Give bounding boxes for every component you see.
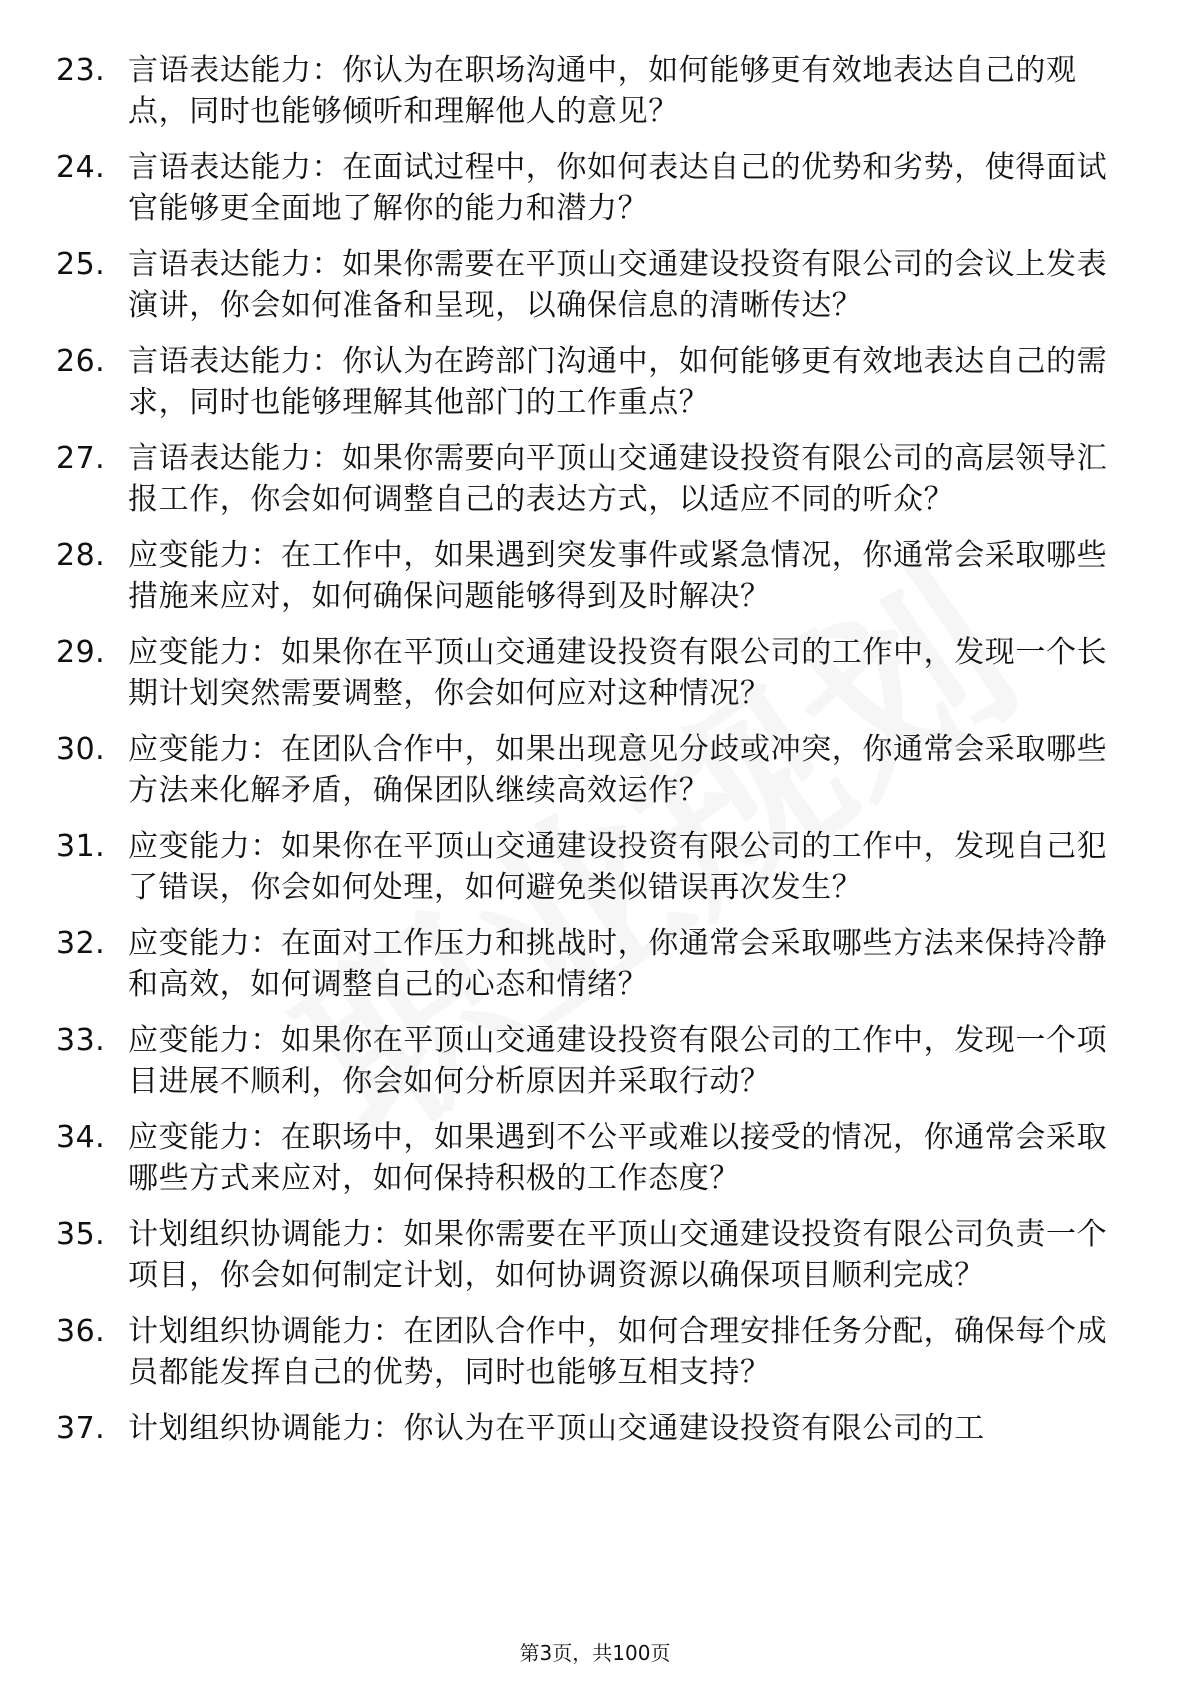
question-number: 36. xyxy=(56,1314,106,1349)
question-text: 应变能力：在职场中，如果遇到不公平或难以接受的情况，你通常会采取哪些方式来应对，如何保持积极的工作态度？ xyxy=(128,1120,1108,1196)
list-item xyxy=(56,826,1116,908)
list-item xyxy=(56,1408,1116,1449)
list-item xyxy=(56,923,1116,1005)
question-number: 32. xyxy=(56,926,106,961)
list-item xyxy=(56,1311,1116,1393)
question-text: 言语表达能力：如果你需要在平顶山交通建设投资有限公司的会议上发表演讲，你会如何准备和呈现，以确保信息的清晰传达？ xyxy=(128,247,1108,323)
question-list xyxy=(56,50,1116,1464)
question-number: 30. xyxy=(56,732,106,767)
question-text: 计划组织协调能力：如果你需要在平顶山交通建设投资有限公司负责一个项目，你会如何制定计划，如何协调资源以确保项目顺利完成？ xyxy=(128,1217,1108,1293)
question-text: 言语表达能力：如果你需要向平顶山交通建设投资有限公司的高层领导汇报工作，你会如何调整自己的表达方式，以适应不同的听众？ xyxy=(128,441,1108,517)
question-number: 23. xyxy=(56,53,106,88)
list-item xyxy=(56,438,1116,520)
question-text: 言语表达能力：你认为在职场沟通中，如何能够更有效地表达自己的观点，同时也能够倾听和理解他人的意见？ xyxy=(128,53,1077,129)
question-text: 计划组织协调能力：你认为在平顶山交通建设投资有限公司的工 xyxy=(128,1411,985,1446)
question-text: 计划组织协调能力：在团队合作中，如何合理安排任务分配，确保每个成员都能发挥自己的优势，同时也能够互相支持？ xyxy=(128,1314,1108,1390)
question-number: 28. xyxy=(56,538,106,573)
list-item xyxy=(56,341,1116,423)
question-number: 37. xyxy=(56,1411,106,1446)
list-item xyxy=(56,244,1116,326)
list-item xyxy=(56,1020,1116,1102)
question-text: 应变能力：在工作中，如果遇到突发事件或紧急情况，你通常会采取哪些措施来应对，如何确保问题能够得到及时解决？ xyxy=(128,538,1108,614)
list-item xyxy=(56,535,1116,617)
question-number: 31. xyxy=(56,829,106,864)
list-item xyxy=(56,50,1116,132)
question-text: 应变能力：在团队合作中，如果出现意见分歧或冲突，你通常会采取哪些方法来化解矛盾，确保团队继续高效运作？ xyxy=(128,732,1108,808)
question-number: 27. xyxy=(56,441,106,476)
page-number-footer: 第3页，共100页 xyxy=(519,1641,671,1665)
question-number: 25. xyxy=(56,247,106,282)
list-item xyxy=(56,729,1116,811)
question-number: 29. xyxy=(56,635,106,670)
question-number: 33. xyxy=(56,1023,106,1058)
question-text: 言语表达能力：在面试过程中，你如何表达自己的优势和劣势，使得面试官能够更全面地了解你的能力和潜力？ xyxy=(128,150,1108,226)
question-number: 35. xyxy=(56,1217,106,1252)
question-number: 34. xyxy=(56,1120,106,1155)
question-text: 应变能力：如果你在平顶山交通建设投资有限公司的工作中，发现一个长期计划突然需要调整，你会如何应对这种情况？ xyxy=(128,635,1108,711)
list-item xyxy=(56,1214,1116,1296)
question-text: 言语表达能力：你认为在跨部门沟通中，如何能够更有效地表达自己的需求，同时也能够理解其他部门的工作重点？ xyxy=(128,344,1108,420)
question-text: 应变能力：如果你在平顶山交通建设投资有限公司的工作中，发现自己犯了错误，你会如何处理，如何避免类似错误再次发生？ xyxy=(128,829,1108,905)
question-number: 24. xyxy=(56,150,106,185)
list-item xyxy=(56,1117,1116,1199)
question-number: 26. xyxy=(56,344,106,379)
question-text: 应变能力：如果你在平顶山交通建设投资有限公司的工作中，发现一个项目进展不顺利，你会如何分析原因并采取行动？ xyxy=(128,1023,1108,1099)
list-item xyxy=(56,632,1116,714)
question-text: 应变能力：在面对工作压力和挑战时，你通常会采取哪些方法来保持冷静和高效，如何调整自己的心态和情绪？ xyxy=(128,926,1108,1002)
list-item xyxy=(56,147,1116,229)
